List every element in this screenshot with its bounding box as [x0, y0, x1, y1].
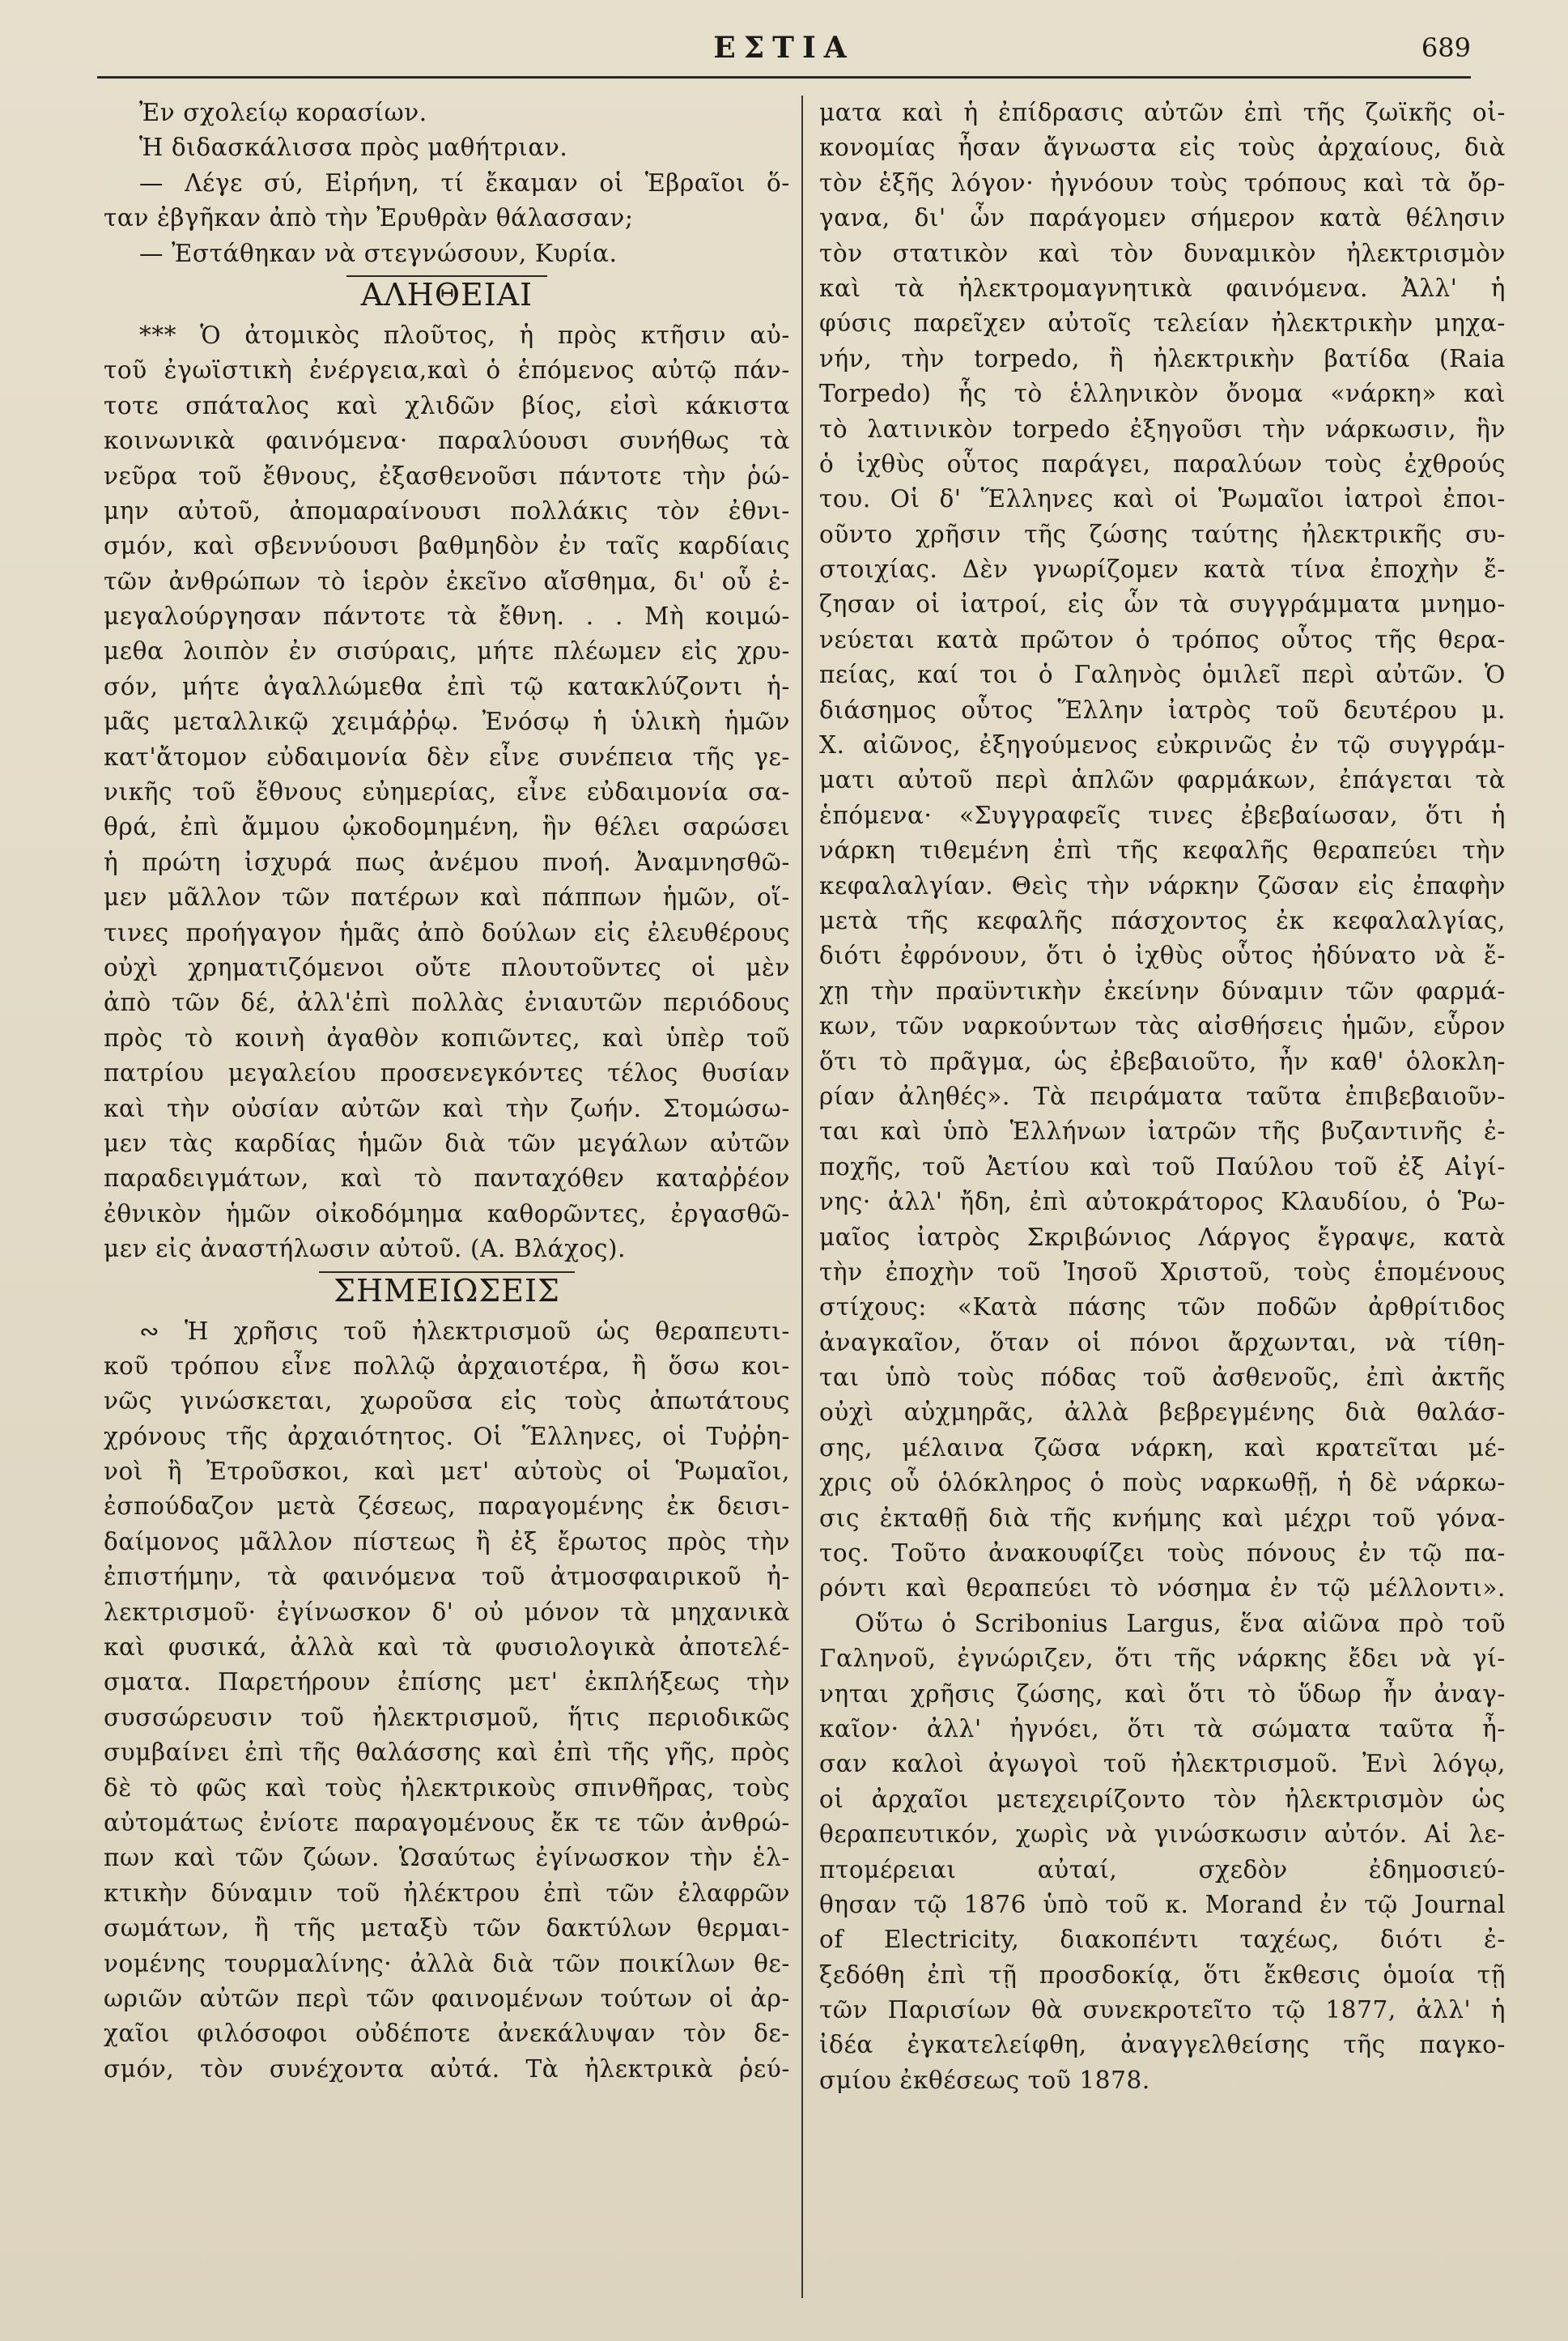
- text-line: κατ'ἄτομον εὐδαιμονία δὲν εἶνε συνέπεια τῆς γε-: [104, 743, 790, 771]
- text-line: ματι αὐτοῦ περὶ ἁπλῶν φαρμάκων, ἐπάγεται τὰ: [819, 766, 1506, 794]
- text-line: μεθα λοιπὸν ἐν σισύραις, μήτε πλέωμεν εἰς χρυ-: [104, 637, 790, 666]
- text-line: τινες προήγαγον ἡμᾶς ἀπὸ δούλων εἰς ἐλευθέρους: [104, 918, 790, 947]
- text-line-last: μεν εἰς ἀναστήλωσιν αὐτοῦ. (Α. Βλάχος).: [104, 1235, 627, 1263]
- section-heading-aletheiai: [104, 271, 790, 318]
- text-line: ἀπὸ τῶν δέ, ἀλλ'ἐπὶ πολλὰς ἐνιαυτῶν περιόδους: [104, 989, 790, 1017]
- text-line: σματα. Παρετήρουν ἐπίσης μετ' ἐκπλήξεως τὴν: [104, 1668, 790, 1696]
- text-line: ἐσπούδαζον μετὰ ζέσεως, παραγομένης ἐκ δεισι-: [104, 1492, 790, 1521]
- text-line: νικῆς τοῦ ἔθνους εὐημερίας, εἶνε εὐδαιμονία σα-: [104, 778, 790, 807]
- text-line: νομένης τουρμαλίνης· ἀλλὰ διὰ τῶν ποικίλων θε-: [104, 1949, 790, 1977]
- text-line: χῃ τὴν πραϋντικὴν ἐκείνην δύναμιν τῶν φαρμά-: [819, 977, 1506, 1005]
- text-line: καῖον· ἀλλ' ἠγνόει, ὅτι τὰ σώματα ταῦτα ἦ-: [819, 1714, 1506, 1743]
- dialogue-line: — Λέγε σύ, Εἰρήνη, τί ἔκαμαν οἱ Ἑβραῖοι ὅ-: [139, 168, 790, 197]
- text-line: πατρίου μεγαλείου προσενεγκόντες τέλος θυσίαν: [104, 1059, 790, 1088]
- text-line: ρίαν ἀληθές». Τὰ πειράματα ταῦτα ἐπιβεβαιοῦν-: [819, 1082, 1506, 1110]
- text-line: μην αὐτοῦ, ἀπομαραίνουσι πολλάκις τὸν ἐθνι-: [104, 496, 790, 525]
- text-line: ωριῶν αὐτῶν περὶ τῶν φαινομένων τούτων οἱ ἀρ-: [104, 1984, 790, 2012]
- text-line: of Electricity, διακοπέντι ταχέως, διότι ἐ-: [819, 1926, 1506, 1954]
- text-line: τὴν ἐποχὴν τοῦ Ἰησοῦ Χριστοῦ, τοὺς ἑπομένους: [819, 1258, 1506, 1286]
- text-line: αὐτομάτως ἐνίοτε παραγομένους ἔκ τε τῶν ἀνθρώ-: [104, 1808, 790, 1837]
- page-number: 689: [1421, 32, 1471, 63]
- text-line: Οὕτω ὁ Scribonius Largus, ἕνα αἰῶνα πρὸ τοῦ: [855, 1609, 1506, 1637]
- text-line: ται καὶ ὑπὸ Ἑλλήνων ἰατρῶν τῆς βυζαντινῆς ἐ-: [819, 1117, 1506, 1146]
- text-line: νεῦρα τοῦ ἔθνους, ἐξασθενοῦσι πάντοτε τὴν ῥώ-: [104, 462, 790, 490]
- text-line: *** Ὁ ἀτομικὸς πλοῦτος, ἡ πρὸς κτῆσιν αὐ-: [139, 321, 790, 349]
- text-line: Γαληνοῦ, ἐγνώριζεν, ὅτι τῆς νάρκης ἔδει νὰ γί-: [819, 1645, 1506, 1673]
- text-line: ποχῆς, τοῦ Ἀετίου καὶ τοῦ Παύλου τοῦ ἐξ Αἰγί-: [819, 1152, 1506, 1181]
- text-line: ∾ Ἡ χρῆσις τοῦ ἠλεκτρισμοῦ ὡς θεραπευτι-: [139, 1317, 790, 1345]
- text-line: ἐπιστήμην, τὰ φαινόμενα τοῦ ἀτμοσφαιρικοῦ ἠ-: [104, 1563, 790, 1591]
- text-line: κτικὴν δύναμιν τοῦ ἠλέκτρου ἐπὶ τῶν ἐλαφρῶν: [104, 1879, 790, 1907]
- text-line: συμβαίνει ἐπὶ τῆς θαλάσσης καὶ ἐπὶ τῆς γῆς, πρὸς: [104, 1739, 790, 1767]
- section-heading-text: ΑΛΗΘΕΙΑΙ: [346, 275, 547, 313]
- text-line: μετὰ τῆς κεφαλῆς πάσχοντος ἐκ κεφαλαλγίας,: [819, 906, 1506, 934]
- dialogue-line: Ἡ διδασκάλισσα πρὸς μαθήτριαν.: [139, 134, 568, 162]
- left-column: [104, 96, 790, 2087]
- text-line: σης, μέλαινα ζῶσα νάρκη, καὶ κρατεῖται μέ-: [819, 1433, 1506, 1462]
- text-line: λεκτρισμοῦ· ἐγίνωσκον δ' οὐ μόνον τὰ μηχανικὰ: [104, 1598, 790, 1626]
- text-line: θησαν τῷ 1876 ὑπὸ τοῦ κ. Morand ἐν τῷ Journal: [819, 1890, 1506, 1918]
- text-line: τὸν ἑξῆς λόγον· ἠγνόουν τοὺς τρόπους καὶ τὰ ὄρ-: [819, 168, 1506, 197]
- text-line: νοὶ ἢ Ἐτροῦσκοι, καὶ μετ' αὐτοὺς οἱ Ῥωμαῖοι,: [104, 1458, 790, 1486]
- page-header: [97, 23, 1471, 79]
- text-line: ἰδέα ἐγκατελείφθη, ἀναγγελθείσης τῆς παγκο-: [819, 2031, 1506, 2059]
- text-line: μαῖος ἰατρὸς Σκριβώνιος Λάργος ἔγραψε, κατὰ: [819, 1223, 1506, 1251]
- text-line: κονομίας ἦσαν ἄγνωστα εἰς τοὺς ἀρχαίους, διὰ: [819, 134, 1506, 162]
- masthead-title: ΕΣΤΙΑ: [713, 31, 855, 65]
- text-line: οῦντο χρῆσιν τῆς ζώσης ταύτης ἠλεκτρικῆς συ-: [819, 520, 1506, 548]
- section-heading-semeioseis: [104, 1267, 790, 1314]
- section-semeioseis-body: [104, 1314, 790, 2088]
- text-line: στοιχίας. Δὲν γνωρίζομεν κατὰ τίνα ἐποχὴν ἔ-: [819, 555, 1506, 584]
- text-line: ὁ ἰχθὺς οὗτος παράγει, παραλύων τοὺς ἐχθρούς: [819, 449, 1506, 478]
- text-line: νήν, τὴν torpedo, ἢ ἠλεκτρικὴν βατίδα (Raia: [819, 344, 1506, 372]
- text-line: δὲ τὸ φῶς καὶ τοὺς ἠλεκτρικοὺς σπινθῆρας, τοὺς: [104, 1773, 790, 1802]
- header-rule: [97, 76, 1471, 79]
- text-line: διάσημος οὗτος Ἕλλην ἰατρὸς τοῦ δευτέρου μ.: [819, 696, 1506, 724]
- text-line: χρόνους τῆς ἀρχαιότητος. Οἱ Ἕλληνες, οἱ Τυῤῥη-: [104, 1422, 790, 1450]
- text-line: παραδειγμάτων, καὶ τὸ πανταχόθεν καταῤῥέον: [104, 1164, 790, 1193]
- text-line: κοῦ τρόπου εἶνε πολλῷ ἀρχαιοτέρα, ἢ ὅσω κοι-: [104, 1351, 790, 1380]
- text-line: τῶν Παρισίων θὰ συνεκροτεῖτο τῷ 1877, ἀλλ' ἡ: [819, 1996, 1506, 2024]
- text-line: Torpedo) ἧς τὸ ἑλληνικὸν ὄνομα «νάρκη» καὶ: [819, 380, 1506, 408]
- text-line: σμόν, καὶ σβεννύουσι βαθμηδὸν ἐν ταῖς καρδίαις: [104, 532, 790, 560]
- text-line: ξεδόθη ἐπὶ τῇ προσδοκίᾳ, ὅτι ἔκθεσις ὁμοία τῇ: [819, 1960, 1506, 1989]
- text-line: θρά, ἐπὶ ἄμμου ᾠκοδομημένη, ἣν θέλει σαρώσει: [104, 813, 790, 841]
- text-line: νάρκη τιθεμένη ἐπὶ τῆς κεφαλῆς θεραπεύει τὴν: [819, 836, 1506, 865]
- text-line: στίχους: «Κατὰ πάσης τῶν ποδῶν ἀρθρίτιδος: [819, 1293, 1506, 1322]
- column-divider: [801, 96, 803, 2298]
- text-line: μεν τὰς καρδίας ἡμῶν διὰ τῶν μεγάλων αὐτῶν: [104, 1129, 790, 1157]
- text-line: ἡ πρώτη ἰσχυρά πως ἀνέμου πνοή. Ἀναμνησθῶ-: [104, 848, 790, 876]
- text-line: ἀναγκαῖον, ὅταν οἱ πόνοι ἄρχωνται, νὰ τίθη-: [819, 1328, 1506, 1356]
- text-line: νης· ἀλλ' ἤδη, ἐπὶ αὐτοκράτορος Κλαυδίου, ὁ Ῥω-: [819, 1188, 1506, 1216]
- text-line: τὸν στατικὸν καὶ τὸν δυναμικὸν ἠλεκτρισμὸν: [819, 239, 1506, 267]
- text-line: πων καὶ τῶν ζώων. Ὡσαύτως ἐγίνωσκον τὴν ἑλ-: [104, 1844, 790, 1872]
- text-line: σόν, μήτε ἀγαλλώμεθα ἐπὶ τῷ κατακλύζοντι ἡ-: [104, 672, 790, 700]
- section-aletheiai-body: [104, 318, 790, 1267]
- dialogue-line: ταν ἐβγῆκαν ἀπὸ τὴν Ἐρυθρὰν θάλασσαν;: [104, 204, 634, 232]
- text-line: ζησαν οἱ ἰατροί, εἰς ὧν τὰ συγγράμματα μνημο-: [819, 590, 1506, 619]
- text-line: τοῦ ἐγωϊστικὴ ἐνέργεια,καὶ ὁ ἑπόμενος αὐτῷ πάν-: [104, 356, 790, 385]
- text-line: ἑπόμενα· «Συγγραφεῖς τινες ἐβεβαίωσαν, ὅτι ἡ: [819, 801, 1506, 829]
- text-line: σις ἐκταθῇ διὰ τῆς κνήμης καὶ μέχρι τοῦ γόνα-: [819, 1504, 1506, 1532]
- text-line-last: σμίου ἐκθέσεως τοῦ 1878.: [819, 2066, 1150, 2094]
- text-line: χρις οὗ ὁλόκληρος ὁ ποὺς ναρκωθῇ, ἡ δὲ νάρκω-: [819, 1469, 1506, 1497]
- text-line: οὐχὶ χρηματιζόμενοι οὔτε πλουτοῦντες οἱ μὲν: [104, 953, 790, 981]
- text-line: σμόν, τὸν συνέχοντα αὐτά. Τὰ ἠλεκτρικὰ ῥεύ-: [104, 2054, 790, 2083]
- text-line: ται ὑπὸ τοὺς πόδας τοῦ ἀσθενοῦς, ἐπὶ ἀκτῆς: [819, 1364, 1506, 1392]
- dialogue-block: [104, 96, 790, 271]
- text-line: σαν καλοὶ ἀγωγοὶ τοῦ ἠλεκτρισμοῦ. Ἐνὶ λόγῳ,: [819, 1750, 1506, 1778]
- text-line: ματα καὶ ἡ ἐπίδρασις αὐτῶν ἐπὶ τῆς ζωϊκῆς οἰ-: [819, 99, 1506, 126]
- dialogue-line: Ἐν σχολείῳ κορασίων.: [139, 99, 427, 126]
- text-line: διότι ἐφρόνουν, ὅτι ὁ ἰχθὺς οὗτος ἠδύνατο νὰ ἔ-: [819, 942, 1506, 970]
- text-line: Χ. αἰῶνος, ἐξηγούμενος εὐκρινῶς ἐν τῷ συγγράμ-: [819, 731, 1506, 760]
- text-line: τος. Τοῦτο ἀνακουφίζει τοὺς πόνους ἐν τῷ πα-: [819, 1539, 1506, 1568]
- text-line: οὐχὶ αὐχμηρᾶς, ἀλλὰ βεβρεγμένης διὰ θαλάσ-: [819, 1398, 1506, 1427]
- text-line: καὶ τὰ ἠλεκτρομαγνητικὰ φαινόμενα. Ἀλλ' ἡ: [819, 274, 1506, 302]
- text-line: πτομέρειαι αὐταί, σχεδὸν ἐδημοσιεύ-: [819, 1855, 1506, 1883]
- text-line: τοτε σπάταλος καὶ χλιδῶν βίος, εἰσὶ κάκιστα: [104, 391, 790, 419]
- text-line: κοινωνικὰ φαινόμενα· παραλύουσι συνήθως τὰ: [104, 427, 790, 455]
- text-line: τὸ λατινικὸν torpedo ἐξηγοῦσι τὴν νάρκωσιν, ἣν: [819, 415, 1506, 443]
- text-line: νῶς γινώσκεται, χωροῦσα εἰς τοὺς ἀπωτάτους: [104, 1387, 790, 1415]
- text-line: νεύεται κατὰ πρῶτον ὁ τρόπος οὗτος τῆς θερα-: [819, 625, 1506, 653]
- dialogue-line: — Ἐστάθηκαν νὰ στεγνώσουν, Κυρία.: [139, 239, 618, 267]
- text-line: καὶ φυσικά, ἀλλὰ καὶ τὰ φυσιολογικὰ ἀποτελέ-: [104, 1633, 790, 1662]
- text-line: οἱ ἀρχαῖοι μετεχειρίζοντο τὸν ἠλεκτρισμὸν ὡς: [819, 1785, 1506, 1813]
- text-line: πρὸς τὸ κοινὴ ἀγαθὸν κοπιῶντες, καὶ ὑπὲρ τοῦ: [104, 1024, 790, 1052]
- text-line: πείας, καί τοι ὁ Γαληνὸς ὁμιλεῖ περὶ αὐτῶν. Ὁ: [819, 661, 1506, 689]
- text-line: νηται χρῆσις ζώσης, καὶ ὅτι τὸ ὕδωρ ἦν ἀναγ-: [819, 1679, 1506, 1708]
- text-line: συσσώρευσιν τοῦ ἠλεκτρισμοῦ, ἥτις περιοδικῶς: [104, 1703, 790, 1731]
- text-line: ὅτι τὸ πρᾶγμα, ὡς ἐβεβαιοῦτο, ἦν καθ' ὁλοκλη-: [819, 1047, 1506, 1075]
- text-line: δαίμονος μᾶλλον πίστεως ἢ ἐξ ἔρωτος πρὸς τὴν: [104, 1527, 790, 1556]
- text-line: μεγαλούργησαν πάντοτε τὰ ἔθνη. . . Μὴ κοιμώ-: [104, 602, 790, 631]
- text-line: κων, τῶν ναρκούντων τὰς αἰσθήσεις ἡμῶν, εὗρον: [819, 1012, 1506, 1041]
- text-line: ἐθνικὸν ἡμῶν οἰκοδόμημα καθορῶντες, ἐργασθῶ-: [104, 1199, 790, 1228]
- text-line: του. Οἱ δ' Ἕλληνες καὶ οἱ Ῥωμαῖοι ἰατροὶ ἐποι-: [819, 485, 1506, 513]
- text-line: σωμάτων, ἢ τῆς μεταξὺ τῶν δακτύλων θερμαι-: [104, 1914, 790, 1943]
- text-line: μᾶς μεταλλικῷ χειμάῤῥῳ. Ἐνόσῳ ἡ ὑλικὴ ἡμῶν: [104, 708, 790, 736]
- text-line: τῶν ἀνθρώπων τὸ ἱερὸν ἐκεῖνο αἴσθημα, δι' οὗ ἐ-: [104, 567, 790, 595]
- text-line: χαῖοι φιλόσοφοι οὐδέποτε ἀνεκάλυψαν τὸν δε-: [104, 2020, 790, 2048]
- text-line: καὶ τὴν οὐσίαν αὐτῶν καὶ τὴν ζωήν. Στομώσω-: [104, 1094, 790, 1122]
- text-line: κεφαλαλγίαν. Θεὶς τὴν νάρκην ζῶσαν εἰς ἐπαφὴν: [819, 871, 1506, 900]
- text-line: μεν μᾶλλον τῶν πατέρων καὶ πάππων ἡμῶν, οἵ-: [104, 883, 790, 912]
- section-heading-text: ΣΗΜΕΙΩΣΕΙΣ: [319, 1271, 575, 1309]
- text-line: θεραπευτικόν, χωρὶς νὰ γινώσκωσιν αὐτόν. Αἱ λε-: [819, 1820, 1506, 1849]
- right-column: [819, 96, 1506, 2098]
- text-line: ρόντι καὶ θεραπεύει τὸ νόσημα ἐν τῷ μέλλοντι».: [819, 1574, 1506, 1603]
- text-line: φύσις παρεῖχεν αὐτοῖς τελείαν ἠλεκτρικὴν μηχα-: [819, 309, 1506, 338]
- text-line: γανα, δι' ὧν παράγομεν σήμερον κατὰ θέλησιν: [819, 204, 1506, 232]
